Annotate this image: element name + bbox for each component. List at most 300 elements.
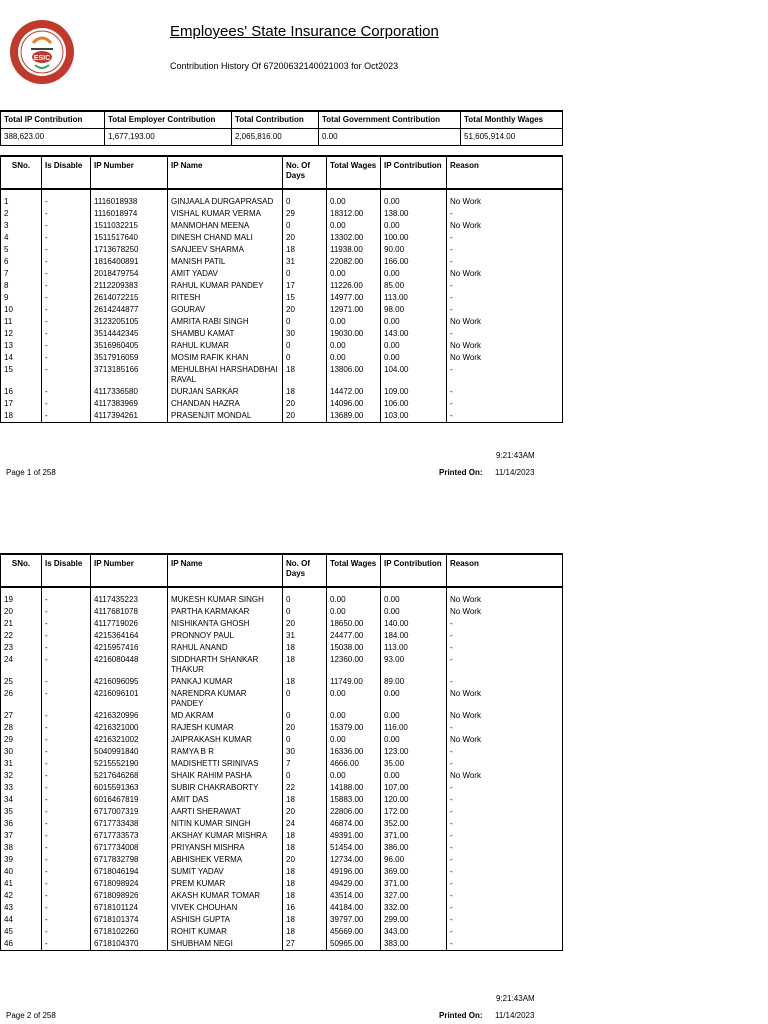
cell-ip-name: SHAIK RAHIM PASHA: [168, 770, 283, 782]
cell-no-of-days: 0: [283, 268, 327, 280]
cell-is-disable: -: [42, 208, 91, 220]
cell-ip-name: ABHISHEK VERMA: [168, 854, 283, 866]
cell-total-wages: 51454.00: [327, 842, 381, 854]
table-row: [1, 280, 563, 292]
cell-no-of-days: 17: [283, 280, 327, 292]
cell-ip-contribution: 369.00: [381, 866, 447, 878]
cell-ip-number: 4117336580: [91, 386, 168, 398]
cell-sno: 42: [1, 890, 42, 902]
cell-ip-contribution: 143.00: [381, 328, 447, 340]
table-row: [1, 878, 563, 890]
cell-ip-contribution: 109.00: [381, 386, 447, 398]
cell-ip-number: 4215957416: [91, 642, 168, 654]
cell-ip-contribution: 103.00: [381, 410, 447, 423]
cell-ip-name: SUBIR CHAKRABORTY: [168, 782, 283, 794]
cell-sno: 38: [1, 842, 42, 854]
column-header-ip-contribution: IP Contribution: [381, 156, 447, 189]
cell-total-wages: 0.00: [327, 688, 381, 710]
cell-is-disable: -: [42, 398, 91, 410]
cell-sno: 21: [1, 618, 42, 630]
cell-reason: -: [447, 830, 563, 842]
cell-sno: 5: [1, 244, 42, 256]
cell-no-of-days: 0: [283, 688, 327, 710]
cell-sno: 24: [1, 654, 42, 676]
cell-ip-number: 5040991840: [91, 746, 168, 758]
cell-reason: -: [447, 914, 563, 926]
cell-ip-number: 3517916059: [91, 352, 168, 364]
cell-is-disable: -: [42, 606, 91, 618]
cell-ip-contribution: 120.00: [381, 794, 447, 806]
cell-ip-contribution: 138.00: [381, 208, 447, 220]
cell-sno: 26: [1, 688, 42, 710]
cell-ip-contribution: 332.00: [381, 902, 447, 914]
cell-reason: -: [447, 902, 563, 914]
cell-no-of-days: 18: [283, 244, 327, 256]
cell-ip-contribution: 0.00: [381, 316, 447, 328]
cell-ip-name: AMRITA RABI SINGH: [168, 316, 283, 328]
cell-is-disable: -: [42, 676, 91, 688]
printed-on-date: 11/14/2023: [495, 1011, 535, 1020]
cell-ip-name: NISHIKANTA GHOSH: [168, 618, 283, 630]
cell-total-wages: 0.00: [327, 606, 381, 618]
cell-ip-name: RAHUL KUMAR: [168, 340, 283, 352]
summary-header-row: [1, 111, 563, 129]
cell-sno: 16: [1, 386, 42, 398]
cell-total-wages: 16336.00: [327, 746, 381, 758]
cell-reason: -: [447, 386, 563, 398]
cell-ip-name: PRIYANSH MISHRA: [168, 842, 283, 854]
cell-ip-contribution: 166.00: [381, 256, 447, 268]
cell-no-of-days: 0: [283, 352, 327, 364]
cell-no-of-days: 0: [283, 606, 327, 618]
cell-is-disable: -: [42, 244, 91, 256]
cell-sno: 32: [1, 770, 42, 782]
cell-ip-contribution: 172.00: [381, 806, 447, 818]
table-row: [1, 268, 563, 280]
cell-sno: 9: [1, 292, 42, 304]
cell-sno: 3: [1, 220, 42, 232]
cell-reason: -: [447, 746, 563, 758]
cell-ip-number: 3713185166: [91, 364, 168, 386]
cell-total-wages: 12360.00: [327, 654, 381, 676]
cell-sno: 35: [1, 806, 42, 818]
cell-sno: 11: [1, 316, 42, 328]
cell-sno: 28: [1, 722, 42, 734]
cell-reason: -: [447, 866, 563, 878]
cell-ip-name: AARTI SHERAWAT: [168, 806, 283, 818]
column-header-ip-name: IP Name: [168, 554, 283, 587]
cell-reason: -: [447, 938, 563, 951]
cell-is-disable: -: [42, 866, 91, 878]
cell-total-wages: 22082.00: [327, 256, 381, 268]
column-header-ip-name: IP Name: [168, 156, 283, 189]
cell-total-wages: 18650.00: [327, 618, 381, 630]
cell-reason: -: [447, 280, 563, 292]
table-row: [1, 938, 563, 951]
cell-ip-contribution: 0.00: [381, 352, 447, 364]
cell-ip-number: 4117681078: [91, 606, 168, 618]
table-row: [1, 722, 563, 734]
cell-no-of-days: 30: [283, 746, 327, 758]
cell-no-of-days: 24: [283, 818, 327, 830]
cell-is-disable: -: [42, 364, 91, 386]
table-row: [1, 410, 563, 423]
print-time: 9:21:43AM: [496, 994, 535, 1003]
cell-reason: No Work: [447, 189, 563, 208]
cell-reason: -: [447, 842, 563, 854]
cell-ip-contribution: 383.00: [381, 938, 447, 951]
cell-ip-number: 6718102260: [91, 926, 168, 938]
cell-no-of-days: 18: [283, 914, 327, 926]
cell-is-disable: -: [42, 890, 91, 902]
cell-ip-contribution: 0.00: [381, 587, 447, 606]
cell-total-wages: 0.00: [327, 770, 381, 782]
cell-is-disable: -: [42, 722, 91, 734]
cell-ip-number: 6717733438: [91, 818, 168, 830]
cell-is-disable: -: [42, 386, 91, 398]
cell-reason: -: [447, 854, 563, 866]
table-row: [1, 806, 563, 818]
cell-reason: No Work: [447, 688, 563, 710]
cell-is-disable: -: [42, 758, 91, 770]
column-header-sno: SNo.: [1, 156, 42, 189]
cell-ip-contribution: 0.00: [381, 688, 447, 710]
cell-is-disable: -: [42, 806, 91, 818]
cell-no-of-days: 18: [283, 794, 327, 806]
table-row: [1, 926, 563, 938]
cell-reason: -: [447, 654, 563, 676]
cell-ip-name: AKASH KUMAR TOMAR: [168, 890, 283, 902]
cell-sno: 15: [1, 364, 42, 386]
esic-logo: [9, 19, 75, 85]
cell-is-disable: -: [42, 292, 91, 304]
cell-ip-number: 1116018974: [91, 208, 168, 220]
cell-sno: 7: [1, 268, 42, 280]
cell-reason: -: [447, 890, 563, 902]
page-title: Employees' State Insurance Corporation: [170, 23, 439, 40]
cell-total-wages: 22806.00: [327, 806, 381, 818]
table-row: [1, 688, 563, 710]
table-row: [1, 770, 563, 782]
cell-no-of-days: 20: [283, 410, 327, 423]
cell-no-of-days: 16: [283, 902, 327, 914]
column-header-reason: Reason: [447, 156, 563, 189]
column-header-ip-number: IP Number: [91, 554, 168, 587]
summary-value: 388,623.00: [1, 129, 105, 146]
cell-reason: -: [447, 398, 563, 410]
column-header-total-wages: Total Wages: [327, 156, 381, 189]
cell-no-of-days: 0: [283, 316, 327, 328]
cell-sno: 4: [1, 232, 42, 244]
summary-value: 2,065,816.00: [232, 129, 319, 146]
cell-reason: -: [447, 878, 563, 890]
table-row: [1, 914, 563, 926]
cell-total-wages: 0.00: [327, 189, 381, 208]
cell-ip-contribution: 371.00: [381, 830, 447, 842]
cell-sno: 29: [1, 734, 42, 746]
cell-no-of-days: 18: [283, 878, 327, 890]
cell-reason: -: [447, 782, 563, 794]
table-row: [1, 830, 563, 842]
summary-header: Total IP Contribution: [1, 111, 105, 129]
cell-ip-contribution: 352.00: [381, 818, 447, 830]
cell-ip-number: 3514442345: [91, 328, 168, 340]
cell-ip-contribution: 327.00: [381, 890, 447, 902]
cell-sno: 18: [1, 410, 42, 423]
cell-sno: 10: [1, 304, 42, 316]
cell-ip-name: GINJAALA DURGAPRASAD: [168, 189, 283, 208]
cell-sno: 31: [1, 758, 42, 770]
column-header-no-of-days: No. Of Days: [283, 554, 327, 587]
cell-no-of-days: 18: [283, 842, 327, 854]
cell-reason: -: [447, 758, 563, 770]
cell-no-of-days: 0: [283, 220, 327, 232]
cell-reason: No Work: [447, 268, 563, 280]
cell-is-disable: -: [42, 618, 91, 630]
cell-ip-name: CHANDAN HAZRA: [168, 398, 283, 410]
cell-is-disable: -: [42, 902, 91, 914]
cell-total-wages: 11226.00: [327, 280, 381, 292]
cell-total-wages: 14977.00: [327, 292, 381, 304]
cell-ip-number: 4117383969: [91, 398, 168, 410]
cell-no-of-days: 29: [283, 208, 327, 220]
column-header-ip-contribution: IP Contribution: [381, 554, 447, 587]
cell-ip-number: 6717007319: [91, 806, 168, 818]
cell-ip-number: 4216096095: [91, 676, 168, 688]
cell-total-wages: 0.00: [327, 268, 381, 280]
cell-ip-name: AMIT YADAV: [168, 268, 283, 280]
cell-is-disable: -: [42, 770, 91, 782]
cell-total-wages: 0.00: [327, 220, 381, 232]
cell-ip-name: MADISHETTI SRINIVAS: [168, 758, 283, 770]
cell-is-disable: -: [42, 642, 91, 654]
cell-reason: No Work: [447, 340, 563, 352]
cell-ip-number: 4216080448: [91, 654, 168, 676]
cell-no-of-days: 0: [283, 734, 327, 746]
cell-reason: No Work: [447, 587, 563, 606]
cell-total-wages: 44184.00: [327, 902, 381, 914]
table-row: [1, 398, 563, 410]
cell-no-of-days: 18: [283, 676, 327, 688]
table-row: [1, 758, 563, 770]
cell-ip-contribution: 140.00: [381, 618, 447, 630]
cell-ip-name: DURJAN SARKAR: [168, 386, 283, 398]
cell-reason: -: [447, 244, 563, 256]
cell-total-wages: 43514.00: [327, 890, 381, 902]
cell-sno: 25: [1, 676, 42, 688]
cell-ip-number: 3123205105: [91, 316, 168, 328]
cell-sno: 46: [1, 938, 42, 951]
cell-no-of-days: 18: [283, 830, 327, 842]
table-row: [1, 352, 563, 364]
cell-reason: -: [447, 328, 563, 340]
cell-no-of-days: 20: [283, 722, 327, 734]
cell-ip-contribution: 299.00: [381, 914, 447, 926]
cell-ip-name: SUMIT YADAV: [168, 866, 283, 878]
cell-ip-name: NARENDRA KUMAR PANDEY: [168, 688, 283, 710]
cell-ip-contribution: 0.00: [381, 189, 447, 208]
contribution-table-page-1: [0, 155, 563, 423]
cell-ip-number: 1816400891: [91, 256, 168, 268]
cell-total-wages: 11749.00: [327, 676, 381, 688]
cell-reason: -: [447, 794, 563, 806]
table-row: [1, 220, 563, 232]
cell-reason: No Work: [447, 220, 563, 232]
cell-sno: 8: [1, 280, 42, 292]
cell-ip-number: 4215364164: [91, 630, 168, 642]
table-row: [1, 654, 563, 676]
cell-ip-number: 6717832798: [91, 854, 168, 866]
cell-no-of-days: 18: [283, 386, 327, 398]
cell-total-wages: 11938.00: [327, 244, 381, 256]
cell-reason: -: [447, 806, 563, 818]
cell-no-of-days: 0: [283, 587, 327, 606]
cell-is-disable: -: [42, 316, 91, 328]
cell-no-of-days: 30: [283, 328, 327, 340]
cell-total-wages: 15883.00: [327, 794, 381, 806]
cell-ip-name: VIVEK CHOUHAN: [168, 902, 283, 914]
cell-no-of-days: 31: [283, 256, 327, 268]
cell-is-disable: -: [42, 280, 91, 292]
column-header-total-wages: Total Wages: [327, 554, 381, 587]
cell-sno: 37: [1, 830, 42, 842]
cell-sno: 45: [1, 926, 42, 938]
cell-is-disable: -: [42, 587, 91, 606]
cell-is-disable: -: [42, 734, 91, 746]
table-row: [1, 842, 563, 854]
table-row: [1, 618, 563, 630]
printed-on-label: Printed On:: [439, 1011, 483, 1020]
column-header-reason: Reason: [447, 554, 563, 587]
cell-sno: 22: [1, 630, 42, 642]
cell-ip-contribution: 104.00: [381, 364, 447, 386]
column-header-ip-number: IP Number: [91, 156, 168, 189]
page-number: Page 1 of 258: [6, 468, 56, 477]
cell-ip-name: SHAMBU KAMAT: [168, 328, 283, 340]
cell-no-of-days: 31: [283, 630, 327, 642]
cell-ip-contribution: 98.00: [381, 304, 447, 316]
cell-is-disable: -: [42, 688, 91, 710]
cell-ip-contribution: 100.00: [381, 232, 447, 244]
table-row: [1, 587, 563, 606]
cell-ip-contribution: 0.00: [381, 770, 447, 782]
cell-no-of-days: 20: [283, 232, 327, 244]
cell-reason: -: [447, 642, 563, 654]
cell-total-wages: 49391.00: [327, 830, 381, 842]
logo-text: ESIC: [33, 55, 51, 62]
cell-total-wages: 19030.00: [327, 328, 381, 340]
cell-is-disable: -: [42, 782, 91, 794]
cell-ip-contribution: 0.00: [381, 220, 447, 232]
cell-ip-number: 1511032215: [91, 220, 168, 232]
cell-total-wages: 12971.00: [327, 304, 381, 316]
cell-ip-name: RAMYA B R: [168, 746, 283, 758]
cell-is-disable: -: [42, 746, 91, 758]
cell-total-wages: 18312.00: [327, 208, 381, 220]
cell-reason: -: [447, 722, 563, 734]
cell-ip-name: ROHIT KUMAR: [168, 926, 283, 938]
cell-reason: No Work: [447, 352, 563, 364]
table-row: [1, 316, 563, 328]
cell-total-wages: 45669.00: [327, 926, 381, 938]
summary-header: Total Monthly Wages: [461, 111, 563, 129]
cell-no-of-days: 22: [283, 782, 327, 794]
cell-ip-contribution: 123.00: [381, 746, 447, 758]
cell-ip-name: RAHUL KUMAR PANDEY: [168, 280, 283, 292]
column-header-no-of-days: No. Of Days: [283, 156, 327, 189]
cell-total-wages: 0.00: [327, 710, 381, 722]
table-row: [1, 386, 563, 398]
cell-sno: 13: [1, 340, 42, 352]
cell-is-disable: -: [42, 220, 91, 232]
cell-reason: -: [447, 292, 563, 304]
cell-no-of-days: 27: [283, 938, 327, 951]
cell-is-disable: -: [42, 410, 91, 423]
table-row: [1, 818, 563, 830]
printed-on-date: 11/14/2023: [495, 468, 535, 477]
cell-is-disable: -: [42, 654, 91, 676]
cell-sno: 27: [1, 710, 42, 722]
cell-ip-name: PRASENJIT MONDAL: [168, 410, 283, 423]
cell-sno: 6: [1, 256, 42, 268]
cell-ip-number: 5215552190: [91, 758, 168, 770]
printed-on-label: Printed On:: [439, 468, 483, 477]
cell-is-disable: -: [42, 842, 91, 854]
cell-total-wages: 15038.00: [327, 642, 381, 654]
cell-ip-name: SHUBHAM NEGI: [168, 938, 283, 951]
cell-ip-contribution: 106.00: [381, 398, 447, 410]
table-row: [1, 244, 563, 256]
cell-ip-number: 4216096101: [91, 688, 168, 710]
cell-ip-contribution: 0.00: [381, 606, 447, 618]
cell-ip-name: AMIT DAS: [168, 794, 283, 806]
cell-no-of-days: 20: [283, 398, 327, 410]
cell-no-of-days: 18: [283, 866, 327, 878]
table-row: [1, 606, 563, 618]
cell-ip-name: SANJEEV SHARMA: [168, 244, 283, 256]
cell-ip-number: 4216321000: [91, 722, 168, 734]
page-number: Page 2 of 258: [6, 1011, 56, 1020]
cell-total-wages: 14472.00: [327, 386, 381, 398]
cell-ip-contribution: 89.00: [381, 676, 447, 688]
cell-total-wages: 13302.00: [327, 232, 381, 244]
column-header-row: [1, 156, 563, 189]
cell-reason: -: [447, 256, 563, 268]
cell-total-wages: 46874.00: [327, 818, 381, 830]
cell-is-disable: -: [42, 268, 91, 280]
cell-ip-number: 2614072215: [91, 292, 168, 304]
cell-reason: -: [447, 676, 563, 688]
cell-reason: No Work: [447, 316, 563, 328]
cell-ip-contribution: 0.00: [381, 268, 447, 280]
cell-is-disable: -: [42, 854, 91, 866]
cell-ip-contribution: 116.00: [381, 722, 447, 734]
cell-no-of-days: 7: [283, 758, 327, 770]
cell-total-wages: 13689.00: [327, 410, 381, 423]
cell-ip-contribution: 93.00: [381, 654, 447, 676]
table-row: [1, 890, 563, 902]
column-header-is-disable: Is Disable: [42, 156, 91, 189]
cell-is-disable: -: [42, 926, 91, 938]
cell-ip-number: 2614244877: [91, 304, 168, 316]
cell-ip-contribution: 343.00: [381, 926, 447, 938]
cell-ip-name: PREM KUMAR: [168, 878, 283, 890]
cell-sno: 40: [1, 866, 42, 878]
cell-ip-contribution: 386.00: [381, 842, 447, 854]
cell-ip-contribution: 96.00: [381, 854, 447, 866]
cell-no-of-days: 18: [283, 890, 327, 902]
cell-ip-contribution: 107.00: [381, 782, 447, 794]
